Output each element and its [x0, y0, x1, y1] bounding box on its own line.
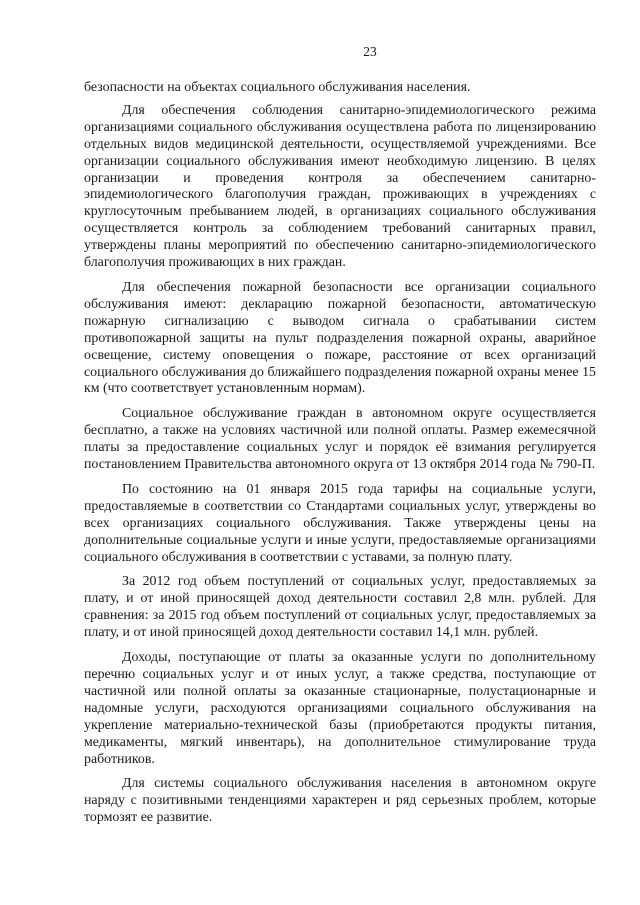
page-number: 23: [363, 44, 377, 59]
paragraph: Для обеспечения соблюдения санитарно-эпидемиологического режима организациями социального обслуживания осуществлена работа по лицензированию отдельных видов медицинской деятельности, осуществляемой учреждениями. Все организации социального обслуживания имеют необходимую лицензию. В целях организации и проведения контроля за обеспечением санитарно-эпидемиологического благополучия граждан, проживающих в учреждениях с круглосуточным пребыванием людей, в организациях социального обслуживания осуществляется контроль за соблюдением требований санитарных правил, утверждены планы мероприятий по обеспечению санитарно-эпидемиологического благополучия проживающих в них граждан.: [84, 102, 596, 271]
paragraph: За 2012 год объем поступлений от социальных услуг, предоставляемых за плату, и от иной приносящей доход деятельности составил 2,8 млн. рублей. Для сравнения: за 2015 год объем поступлений от социальных услуг, предоставляемых за плату, и от иной приносящей доход деятельности составил 14,1 млн. рублей.: [84, 574, 596, 641]
body-text: [84, 80, 596, 827]
paragraph: Социальное обслуживание граждан в автономном округе осуществляется бесплатно, а также на условиях частичной или полной оплаты. Размер ежемесячной платы за предоставление социальных услуг и порядок её взимания регулируется постановлением Правительства автономного округа от 13 октября 2014 года № 790-П.: [84, 406, 596, 473]
paragraph: Для системы социального обслуживания населения в автономном округе наряду с позитивными тенденциями характерен и ряд серьезных проблем, которые тормозят ее развитие.: [84, 776, 596, 826]
paragraph: безопасности на объектах социального обслуживания населения.: [84, 80, 471, 95]
paragraph: По состоянию на 01 января 2015 года тарифы на социальные услуги, предоставляемые в соответствии со Стандартами социальных услуг, утверждены во всех организациях социального обслуживания. Также утверждены цены на дополнительные социальные услуги и иные услуги, предоставляемые организациями социального обслуживания в соответствии с уставами, за полную плату.: [84, 481, 596, 565]
paragraph: Для обеспечения пожарной безопасности все организации социального обслуживания имеют: декларацию пожарной безопасности, автоматическую пожарную сигнализацию с выводом сигнала о срабатывании систем противопожарной защиты на пульт подразделения пожарной охраны, аварийное освещение, систему оповещения о пожаре, расстояние от всех организаций социального обслуживания до ближайшего подразделения пожарной охраны менее 15 км (что соответствует установленным нормам).: [84, 279, 596, 397]
paragraph: Доходы, поступающие от платы за оказанные услуги по дополнительному перечню социальных услуг и от иных услуг, а также средства, поступающие от частичной или полной оплаты за оказанные стационарные, полустационарные и надомные услуги, расходуются организациями социального обслуживания на укрепление материально-технической базы (приобретаются продукты питания, медикаменты, мягкий инвентарь), на дополнительное стимулирование труда работников.: [84, 650, 596, 767]
